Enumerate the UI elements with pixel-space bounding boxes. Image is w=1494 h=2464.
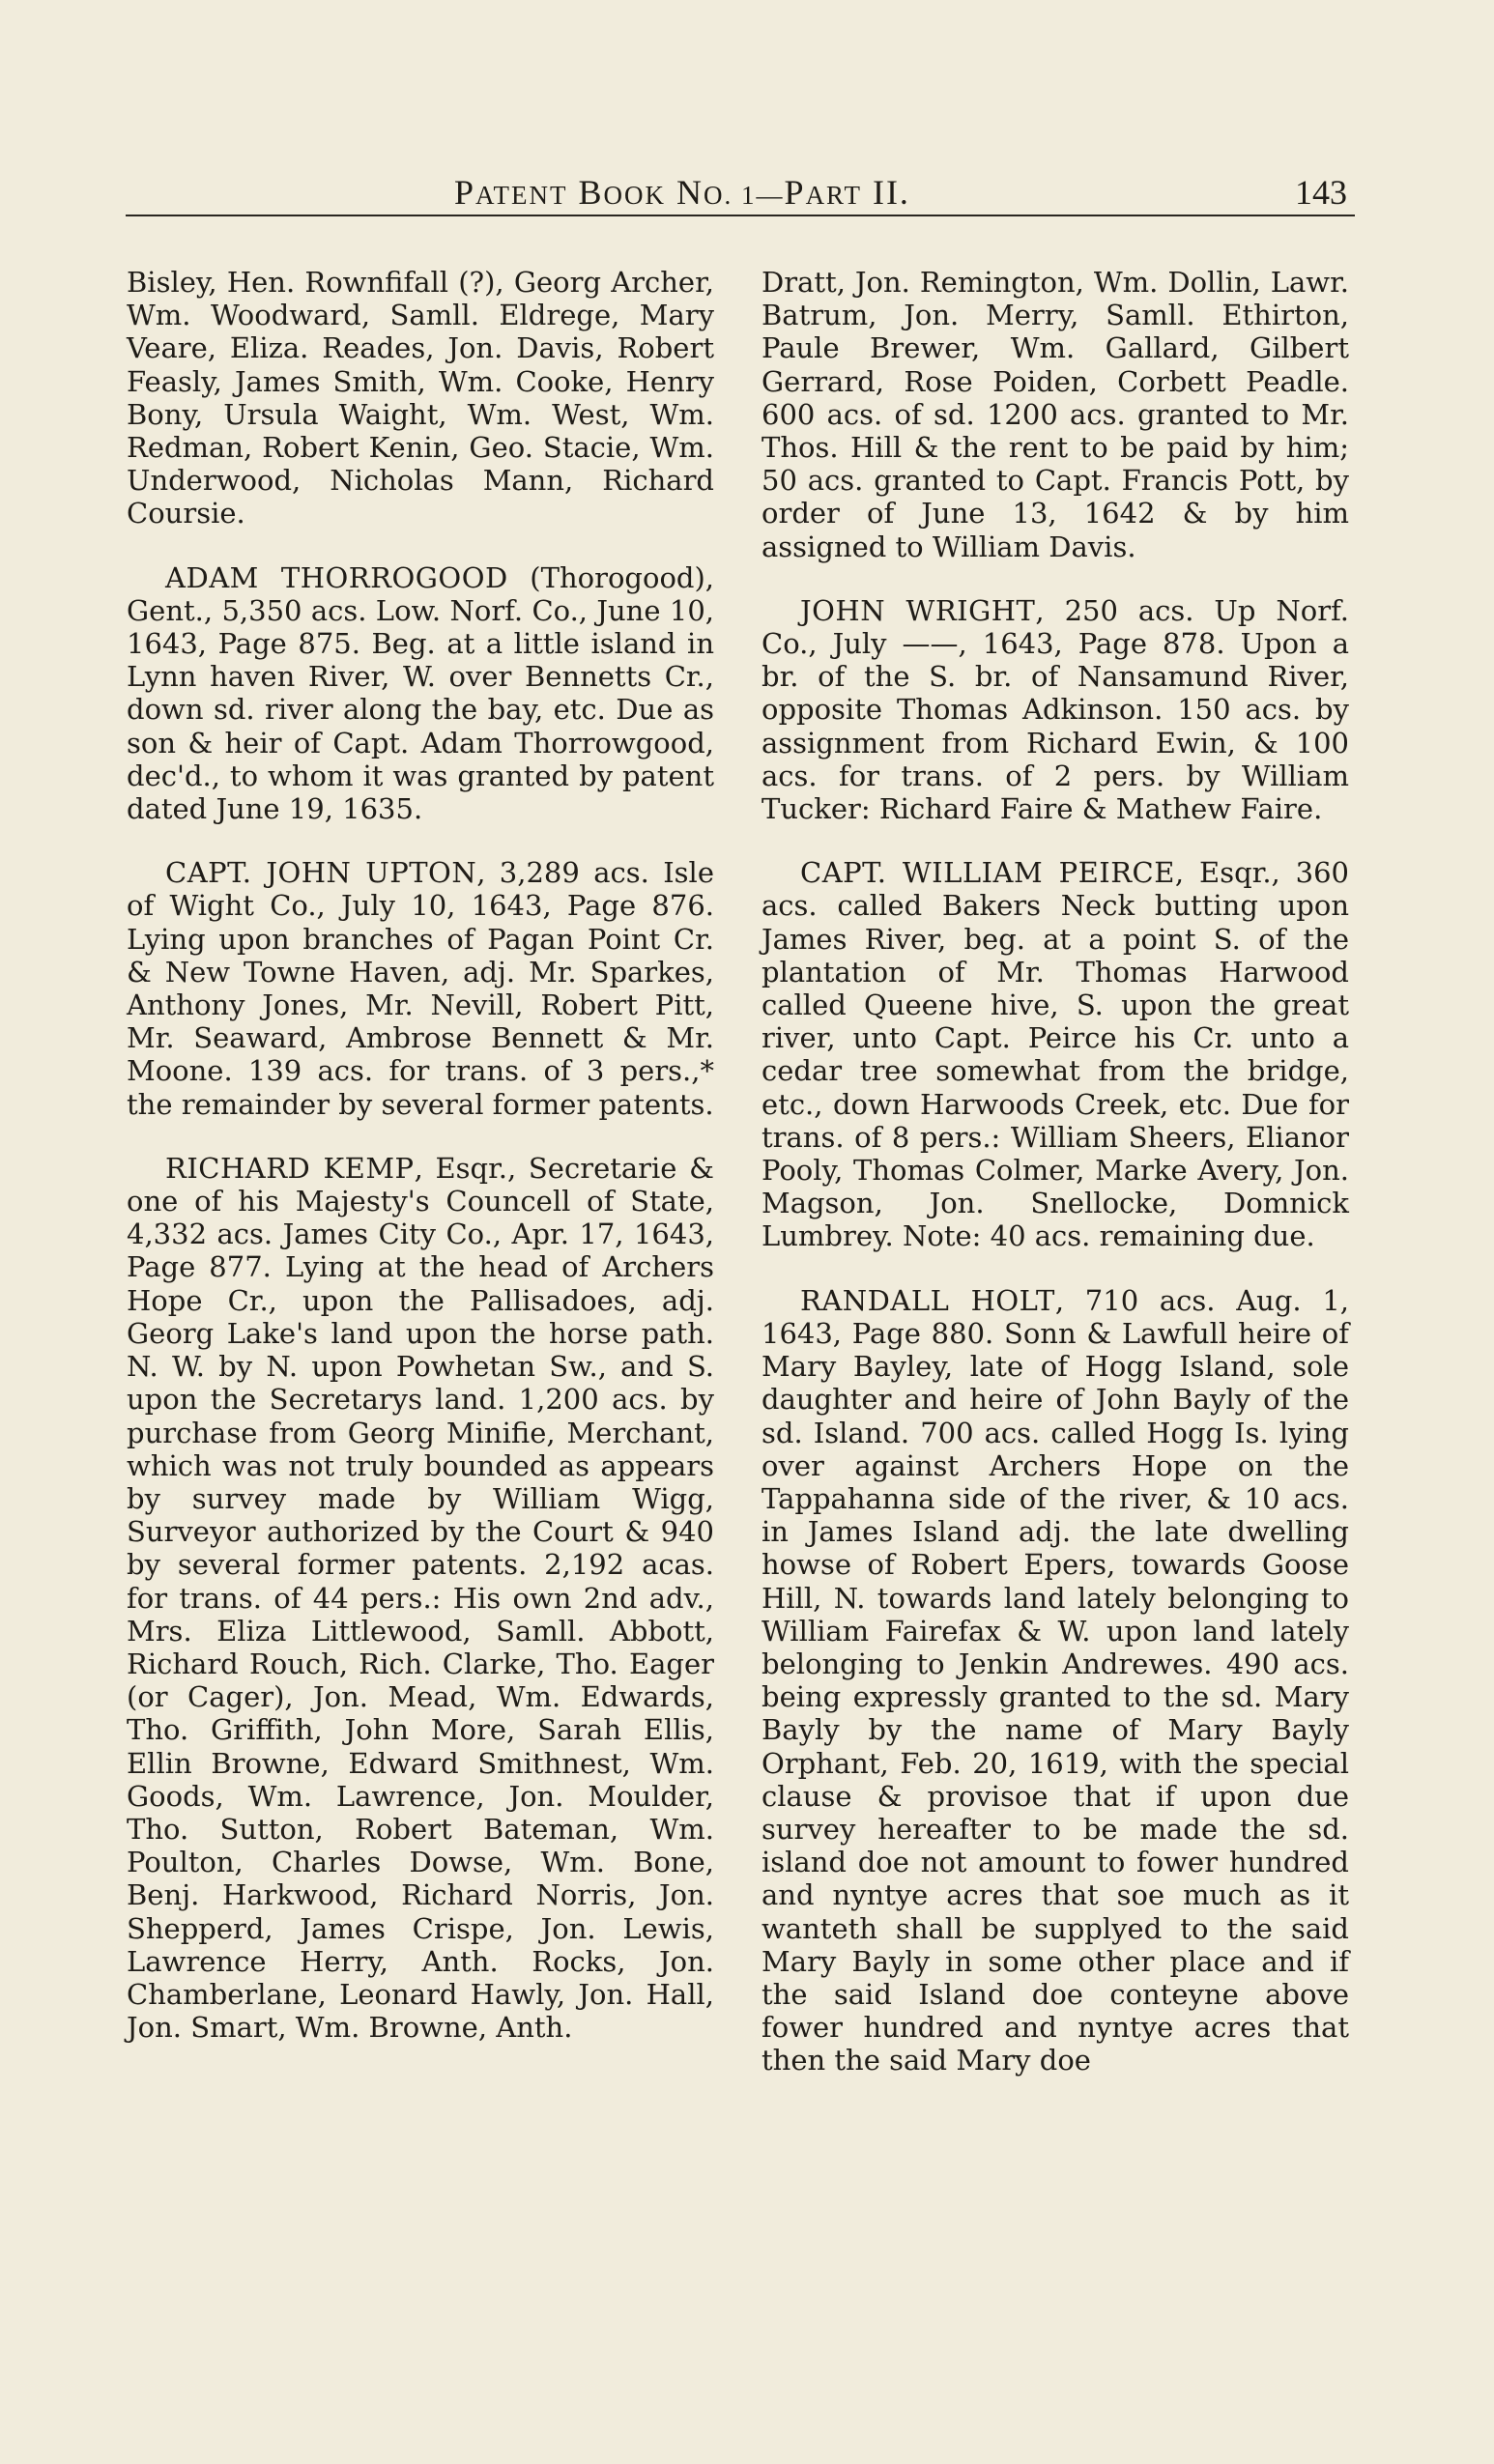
- title-initial: B: [578, 173, 604, 212]
- right-column: [761, 266, 1349, 2077]
- entry-paragraph: [127, 856, 714, 1121]
- entry-text: , 710 acs. Aug. 1, 1643, Page 880. Sonn & Lawfull heire of Mary Bayley, late of Hogg Island, sole daughter and heire of John Bayly of the sd. Island. 700 acs. called Hogg Is. lying over against Archers Hope on the Tappahanna side of the river, & 10 acs. in James Island adj. the late dwelling howse of Robert Epers, towards Goose Hill, N. towards land lately belonging to William Fairefax & W. upon land lately belonging to Jenkin Andrewes. 490 acs. being expressly granted to the sd. Mary Bayly by the name of Mary Bayly Orphant, Feb. 20, 1619, with the special clause & provisoe that if upon due survey hereafter to be made the sd. island doe not amount to fower hundred and nyntye acres that soe much as it wanteth shall be supplyed to the said Mary Bayly in some other place and if the said Island doe conteyne above fower hundred and nyntye acres that then the said Mary doe: [761, 1283, 1349, 2077]
- title-smallcaps: ART: [805, 181, 862, 210]
- running-title: [454, 172, 910, 213]
- entry-paragraph: [127, 561, 714, 826]
- entry-text: , 3,289 acs. Isle of Wight Co., July 10, 1643, Page 876. Lying upon branches of Pagan Point Cr. & New Towne Haven, adj. Mr. Sparkes, Anthony Jones, Mr. Nevill, Robert Pitt, Mr. Seaward, Ambrose Bennett & Mr. Moone. 139 acs. for trans. of 3 pers.,* the remainder by several former patents.: [127, 856, 714, 1121]
- left-column: [127, 266, 714, 2044]
- title-initial: N: [676, 173, 704, 212]
- entry-name: CAPT. WILLIAM PEIRCE: [800, 856, 1175, 890]
- entry-text: , 250 acs. Up Norf. Co., July ——, 1643, Page 878. Upon a br. of the S. br. of Nansamund River, opposite Thomas Adkinson. 150 acs. by assignment from Richard Ewin, & 100 acs. for trans. of 2 pers. by William Tucker: Richard Faire & Mathew Faire.: [761, 593, 1349, 826]
- running-header: [126, 166, 1355, 216]
- patent-entry: [127, 856, 714, 1121]
- entry-paragraph: [127, 1152, 714, 2044]
- patent-entry: [761, 856, 1349, 1252]
- entry-name: ADAM THORROGOOD: [165, 560, 508, 594]
- continued-entry: [761, 266, 1349, 563]
- entry-text: , Esqr., Secretarie & one of his Majesty's Councell of State, 4,332 acs. James City Co., Apr. 17, 1643, Page 877. Lying at the head of Archers Hope Cr., upon the Pallisadoes, adj. Georg Lake's land upon the horse path. N. W. by N. upon Powhetan Sw., and S. upon the Secretarys land. 1,200 acs. by purchase from Georg Minifie, Merchant, which was not truly bounded as appears by survey made by William Wigg, Surveyor authorized by the Court & 940 by several former patents. 2,192 acas. for trans. of 44 pers.: His own 2nd adv., Mrs. Eliza Littlewood, Samll. Abbott, Richard Rouch, Rich. Clarke, Tho. Eager (or Cager), Jon. Mead, Wm. Edwards, Tho. Griffith, John More, Sarah Ellis, Ellin Browne, Edward Smithnest, Wm. Goods, Wm. Lawrence, Jon. Moulder, Tho. Sutton, Robert Bateman, Wm. Poulton, Charles Dowse, Wm. Bone, Benj. Harkwood, Richard Norris, Jon. Shepperd, James Crispe, Jon. Lewis, Lawrence Herry, Anth. Rocks, Jon. Chamberlane, Leonard Hawly, Jon. Hall, Jon. Smart, Wm. Browne, Anth.: [127, 1151, 714, 2045]
- patent-entry: [127, 561, 714, 826]
- title-initial: P: [454, 173, 476, 212]
- entry-text: (Thorogood), Gent., 5,350 acs. Low. Norf. Co., June 10, 1643, Page 875. Beg. at a little island in Lynn haven River, W. over Bennetts Cr., down sd. river along the bay, etc. Due as son & heir of Capt. Adam Thorrowgood, dec'd., to whom it was granted by patent dated June 19, 1635.: [127, 560, 714, 826]
- patent-entry: [761, 594, 1349, 825]
- entry-paragraph: [761, 856, 1349, 1252]
- title-initial: P: [784, 173, 806, 212]
- patent-entry: [761, 1284, 1349, 2077]
- entry-text: Bisley, Hen. Rownfifall (?), Georg Archer, Wm. Woodward, Samll. Eldrege, Mary Veare, Eliza. Reades, Jon. Davis, Robert Feasly, James Smith, Wm. Cooke, Henry Bony, Ursula Waight, Wm. West, Wm. Redman, Robert Kenin, Geo. Stacie, Wm. Underwood, Nicholas Mann, Richard Coursie.: [127, 266, 714, 530]
- page-number: 143: [1295, 173, 1347, 212]
- title-smallcaps: OOK: [603, 181, 667, 210]
- entry-name: JOHN WRIGHT: [800, 593, 1036, 627]
- patent-entry: [127, 1152, 714, 2044]
- entry-text: Dratt, Jon. Remington, Wm. Dollin, Lawr. Batrum, Jon. Merry, Samll. Ethirton, Paule Brewer, Wm. Gallard, Gilbert Gerrard, Rose Poiden, Corbett Peadle. 600 acs. of sd. 1200 acs. granted to Mr. Thos. Hill & the rent to be paid by him; 50 acs. granted to Capt. Francis Pott, by order of June 13, 1642 & by him assigned to William Davis.: [761, 266, 1349, 563]
- title-smallcaps: O. 1—: [704, 181, 785, 210]
- entry-paragraph: [761, 1284, 1349, 2077]
- title-suffix: II.: [861, 173, 910, 212]
- entry-paragraph: [761, 594, 1349, 825]
- entry-name: CAPT. JOHN UPTON: [165, 856, 477, 890]
- title-smallcaps: ATENT: [475, 181, 568, 210]
- entry-name: RICHARD KEMP: [165, 1151, 415, 1185]
- entry-name: RANDALL HOLT: [800, 1283, 1055, 1317]
- entry-text: , Esqr., 360 acs. called Bakers Neck butting upon James River, beg. at a point S. of the plantation of Mr. Thomas Harwood called Queene hive, S. upon the great river, unto Capt. Peirce his Cr. unto a cedar tree somewhat from the bridge, etc., down Harwoods Creek, etc. Due for trans. of 8 pers.: William Sheers, Elianor Pooly, Thomas Colmer, Marke Avery, Jon. Magson, Jon. Snellocke, Domnick Lumbrey. Note: 40 acs. remaining due.: [761, 856, 1349, 1253]
- continued-entry: [127, 266, 714, 530]
